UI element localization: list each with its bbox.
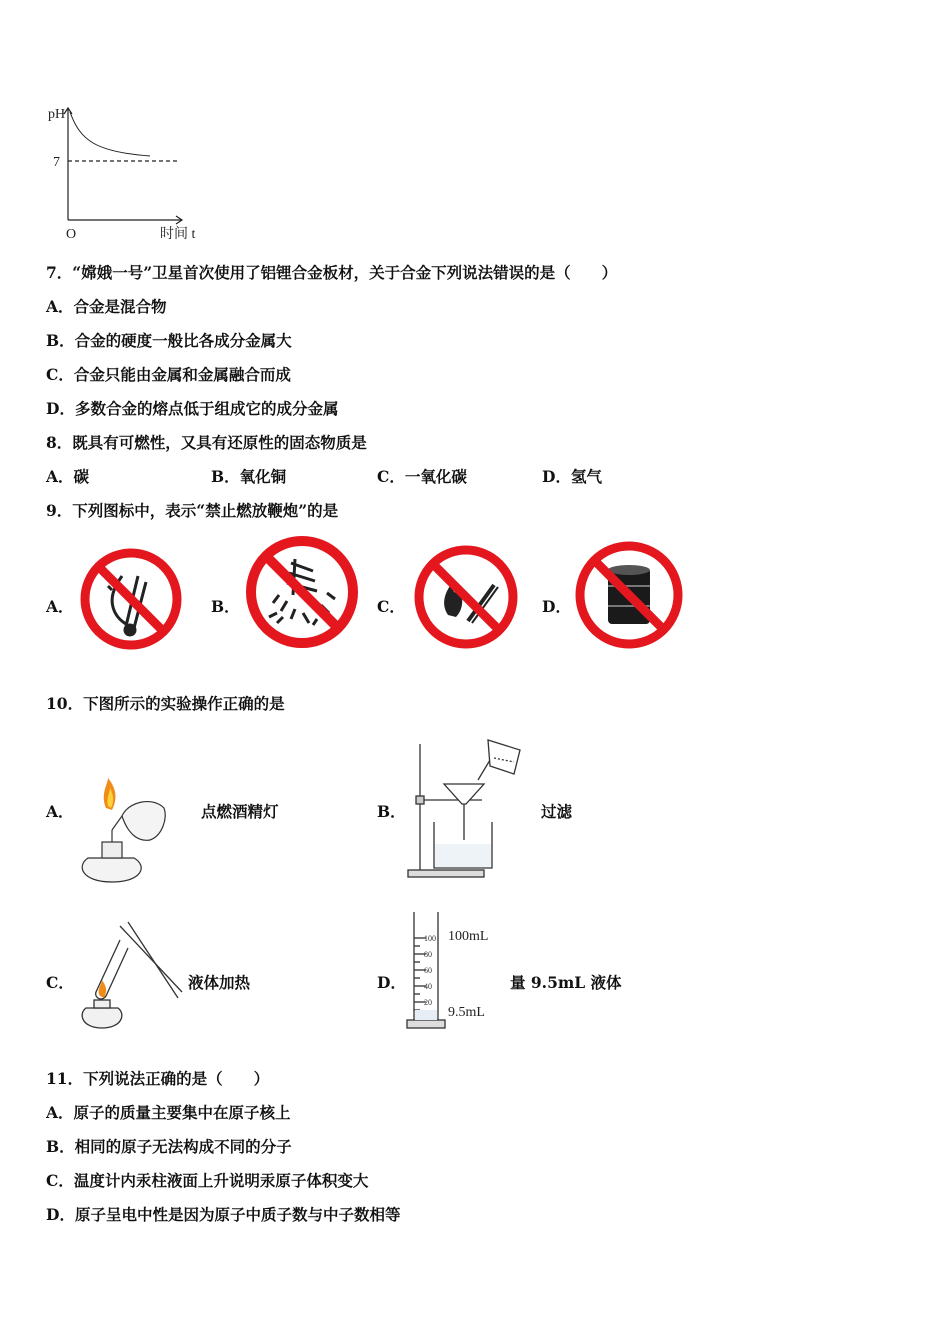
ph-graph-svg [40,100,220,245]
no-oil-drum-icon [572,538,686,656]
q7-option-a: A．合金是混合物 [46,297,167,316]
q8-option-d: D．氢气 [542,467,602,486]
q10-caption-b: 过滤 [541,802,573,821]
origin-label: O [66,227,77,242]
q9-label-d: D． [542,597,571,616]
q10-caption-a: 点燃酒精灯 [201,802,279,821]
cylinder-bottom-label: 9.5mL [448,1005,485,1020]
q10-label-b: B． [377,802,406,821]
no-open-flame-icon [412,543,520,655]
q11-option-a: A．原子的质量主要集中在原子核上 [46,1103,291,1122]
q10-caption-c: 液体加热 [188,973,251,992]
no-fireworks-sticks-icon [78,546,184,656]
q9-label-b: B． [211,597,240,616]
q9-stem: 9．下列图标中，表示“禁止燃放鞭炮”的是 [46,501,339,520]
alcohol-lamp-lighting-figure [72,778,172,890]
filtration-figure [404,736,526,884]
q10-caption-d: 量 9.5mL 液体 [510,973,622,992]
cylinder-scale-20: 20 [424,998,432,1007]
q7-option-b: B．合金的硬度一般比各成分金属大 [46,331,292,350]
q9-label-c: C． [377,597,405,616]
q10-label-d: D． [377,973,406,992]
ph-graph [40,100,220,245]
q11-stem: 11．下列说法正确的是（ ） [46,1069,270,1088]
ph-curve [70,112,150,156]
q11-option-b: B．相同的原子无法构成不同的分子 [46,1137,292,1156]
q8-option-c: C．一氧化碳 [377,467,467,486]
cylinder-top-label: 100mL [448,929,489,944]
q11-option-d: D．原子呈电中性是因为原子中质子数与中子数相等 [46,1205,401,1224]
cylinder-scale-60: 60 [424,966,432,975]
q11-option-c: C．温度计内汞柱液面上升说明汞原子体积变大 [46,1171,369,1190]
x-axis-label: 时间 t [160,227,196,242]
q10-stem: 10．下图所示的实验操作正确的是 [46,694,285,713]
liquid-heating-figure [72,920,184,1036]
q8-stem: 8．既具有可燃性，又具有还原性的固态物质是 [46,433,367,452]
cylinder-scale-40: 40 [424,982,432,991]
q7-stem: 7．“嫦娥一号”卫星首次使用了铝锂合金板材，关于合金下列说法错误的是（ ） [46,263,618,282]
q8-option-b: B．氧化铜 [211,467,287,486]
q7-option-c: C．合金只能由金属和金属融合而成 [46,365,291,384]
y-axis-label: pH [48,107,66,122]
q10-label-c: C． [46,973,74,992]
q9-label-a: A． [46,597,74,616]
q7-option-d: D．多数合金的熔点低于组成它的成分金属 [46,399,339,418]
cylinder-scale-80: 80 [424,950,432,959]
no-firecracker-icon [243,533,361,655]
graduated-cylinder-figure [404,908,504,1036]
q10-label-a: A． [46,802,74,821]
cylinder-scale-100: 100 [424,934,436,943]
y-tick-7: 7 [53,155,60,170]
q8-option-a: A．碳 [46,467,90,486]
